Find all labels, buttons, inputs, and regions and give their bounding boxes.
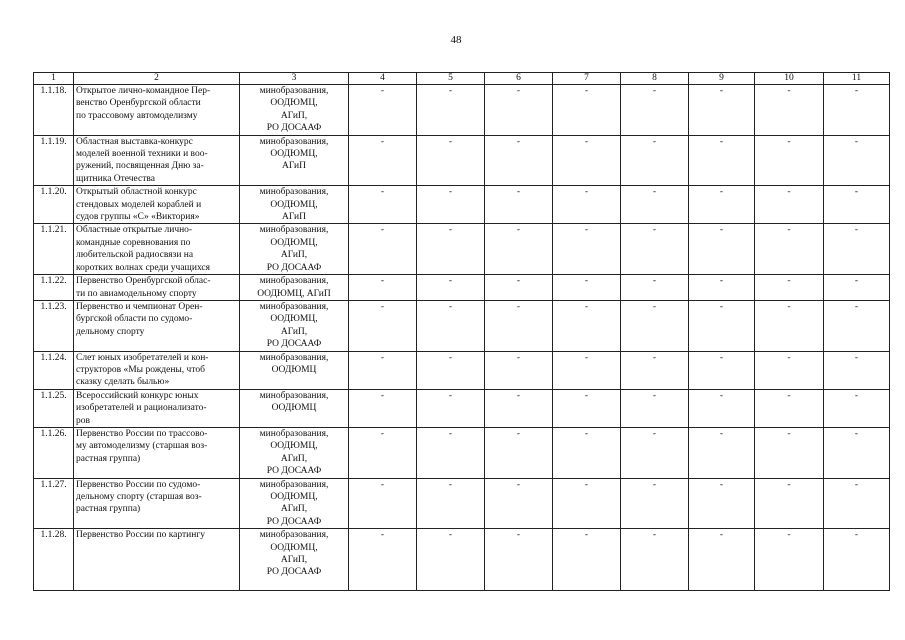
value-cell: -	[824, 529, 890, 591]
table-row	[34, 275, 890, 301]
value-cell: -	[689, 135, 755, 186]
value-cell: -	[689, 300, 755, 351]
value-cell: -	[621, 351, 689, 389]
value-cell: -	[755, 224, 824, 275]
value-cell: -	[485, 186, 553, 224]
value-cell: -	[755, 300, 824, 351]
value-cell: -	[755, 427, 824, 478]
row-number: 1.1.19.	[34, 135, 74, 186]
value-cell: -	[689, 224, 755, 275]
column-header: 7	[553, 73, 621, 85]
event-name: Всероссийский конкурс юных изобретателей и рационализато- ров	[74, 389, 240, 427]
events-table	[33, 72, 890, 591]
value-cell: -	[621, 427, 689, 478]
value-cell: -	[824, 135, 890, 186]
value-cell: -	[417, 85, 485, 136]
column-header: 9	[689, 73, 755, 85]
row-number: 1.1.23.	[34, 300, 74, 351]
executors: минобразования, ООДЮМЦ	[240, 351, 349, 389]
value-cell: -	[621, 478, 689, 529]
event-name: Первенство и чемпионат Орен- бургской области по судомо- дельному спорту	[74, 300, 240, 351]
table-row	[34, 427, 890, 478]
executors: минобразования, ООДЮМЦ, АГиП, РО ДОСААФ	[240, 529, 349, 591]
value-cell: -	[824, 389, 890, 427]
value-cell: -	[349, 275, 417, 301]
value-cell: -	[417, 389, 485, 427]
value-cell: -	[621, 135, 689, 186]
value-cell: -	[485, 478, 553, 529]
executors: минобразования, ООДЮМЦ, АГиП, РО ДОСААФ	[240, 85, 349, 136]
column-header: 3	[240, 73, 349, 85]
value-cell: -	[621, 529, 689, 591]
value-cell: -	[755, 275, 824, 301]
value-cell: -	[824, 85, 890, 136]
column-header: 10	[755, 73, 824, 85]
value-cell: -	[553, 300, 621, 351]
value-cell: -	[824, 478, 890, 529]
value-cell: -	[485, 85, 553, 136]
executors: минобразования, ООДЮМЦ, АГиП, РО ДОСААФ	[240, 300, 349, 351]
row-number: 1.1.27.	[34, 478, 74, 529]
value-cell: -	[417, 224, 485, 275]
value-cell: -	[349, 85, 417, 136]
value-cell: -	[553, 85, 621, 136]
event-name: Открытое лично-командное Пер- венство Оренбургской области по трассовому автомоделизму	[74, 85, 240, 136]
value-cell: -	[349, 478, 417, 529]
row-number: 1.1.25.	[34, 389, 74, 427]
value-cell: -	[349, 135, 417, 186]
column-header: 11	[824, 73, 890, 85]
value-cell: -	[621, 275, 689, 301]
value-cell: -	[417, 300, 485, 351]
value-cell: -	[417, 135, 485, 186]
event-name: Первенство Оренбургской облас- ти по авиамодельному спорту	[74, 275, 240, 301]
executors: минобразования, ООДЮМЦ, АГиП	[240, 135, 349, 186]
value-cell: -	[689, 389, 755, 427]
value-cell: -	[621, 224, 689, 275]
table-row	[34, 389, 890, 427]
event-name: Первенство России по судомо- дельному спорту (старшая воз- растная группа)	[74, 478, 240, 529]
event-name: Слет юных изобретателей и кон- структоров «Мы рождены, чтоб сказку сделать былью»	[74, 351, 240, 389]
executors: минобразования, ООДЮМЦ	[240, 389, 349, 427]
value-cell: -	[485, 529, 553, 591]
column-header: 6	[485, 73, 553, 85]
table-row	[34, 85, 890, 136]
executors: минобразования, ООДЮМЦ, АГиП	[240, 275, 349, 301]
table-row	[34, 300, 890, 351]
column-header: 8	[621, 73, 689, 85]
event-name: Областная выставка-конкурс моделей военной техники и воо- ружений, посвященная Дню за- щитника Отечества	[74, 135, 240, 186]
value-cell: -	[689, 478, 755, 529]
event-name: Первенство России по трассово- му автомоделизму (старшая воз- растная группа)	[74, 427, 240, 478]
value-cell: -	[621, 85, 689, 136]
value-cell: -	[755, 135, 824, 186]
executors: минобразования, ООДЮМЦ, АГиП, РО ДОСААФ	[240, 478, 349, 529]
value-cell: -	[553, 351, 621, 389]
value-cell: -	[689, 275, 755, 301]
row-number: 1.1.24.	[34, 351, 74, 389]
value-cell: -	[621, 389, 689, 427]
row-number: 1.1.21.	[34, 224, 74, 275]
value-cell: -	[824, 186, 890, 224]
column-header: 1	[34, 73, 74, 85]
value-cell: -	[689, 529, 755, 591]
table-row	[34, 135, 890, 186]
value-cell: -	[824, 275, 890, 301]
row-number: 1.1.22.	[34, 275, 74, 301]
row-number: 1.1.20.	[34, 186, 74, 224]
value-cell: -	[689, 427, 755, 478]
value-cell: -	[755, 85, 824, 136]
executors: минобразования, ООДЮМЦ, АГиП	[240, 186, 349, 224]
value-cell: -	[349, 300, 417, 351]
value-cell: -	[824, 351, 890, 389]
value-cell: -	[755, 478, 824, 529]
value-cell: -	[553, 275, 621, 301]
value-cell: -	[755, 186, 824, 224]
value-cell: -	[824, 224, 890, 275]
column-header: 2	[74, 73, 240, 85]
value-cell: -	[553, 478, 621, 529]
value-cell: -	[417, 351, 485, 389]
event-name: Первенство России по картингу	[74, 529, 240, 591]
value-cell: -	[349, 427, 417, 478]
value-cell: -	[417, 529, 485, 591]
value-cell: -	[553, 224, 621, 275]
value-cell: -	[349, 389, 417, 427]
executors: минобразования, ООДЮМЦ, АГиП, РО ДОСААФ	[240, 224, 349, 275]
table-body	[34, 85, 890, 591]
table-row	[34, 478, 890, 529]
value-cell: -	[755, 351, 824, 389]
value-cell: -	[755, 529, 824, 591]
value-cell: -	[349, 224, 417, 275]
page-number: 48	[450, 34, 462, 46]
value-cell: -	[417, 427, 485, 478]
header-row	[34, 73, 890, 85]
value-cell: -	[553, 186, 621, 224]
event-name: Областные открытые лично- командные соревнования по любительской радиосвязи на коротких волнах среди учащихся	[74, 224, 240, 275]
column-header: 4	[349, 73, 417, 85]
table-row	[34, 186, 890, 224]
event-name: Открытый областной конкурс стендовых моделей кораблей и судов группы «С» «Виктория»	[74, 186, 240, 224]
value-cell: -	[621, 186, 689, 224]
value-cell: -	[485, 135, 553, 186]
value-cell: -	[689, 351, 755, 389]
value-cell: -	[417, 478, 485, 529]
value-cell: -	[485, 389, 553, 427]
value-cell: -	[485, 351, 553, 389]
value-cell: -	[485, 224, 553, 275]
value-cell: -	[485, 275, 553, 301]
value-cell: -	[553, 427, 621, 478]
value-cell: -	[349, 186, 417, 224]
row-number: 1.1.28.	[34, 529, 74, 591]
table-row	[34, 351, 890, 389]
value-cell: -	[349, 529, 417, 591]
executors: минобразования, ООДЮМЦ, АГиП, РО ДОСААФ	[240, 427, 349, 478]
value-cell: -	[553, 135, 621, 186]
value-cell: -	[485, 300, 553, 351]
value-cell: -	[621, 300, 689, 351]
value-cell: -	[417, 186, 485, 224]
table-row	[34, 224, 890, 275]
value-cell: -	[485, 427, 553, 478]
value-cell: -	[689, 85, 755, 136]
value-cell: -	[689, 186, 755, 224]
value-cell: -	[349, 351, 417, 389]
value-cell: -	[553, 529, 621, 591]
value-cell: -	[553, 389, 621, 427]
row-number: 1.1.18.	[34, 85, 74, 136]
column-header: 5	[417, 73, 485, 85]
value-cell: -	[755, 389, 824, 427]
row-number: 1.1.26.	[34, 427, 74, 478]
table-row	[34, 529, 890, 591]
value-cell: -	[417, 275, 485, 301]
value-cell: -	[824, 427, 890, 478]
value-cell: -	[824, 300, 890, 351]
